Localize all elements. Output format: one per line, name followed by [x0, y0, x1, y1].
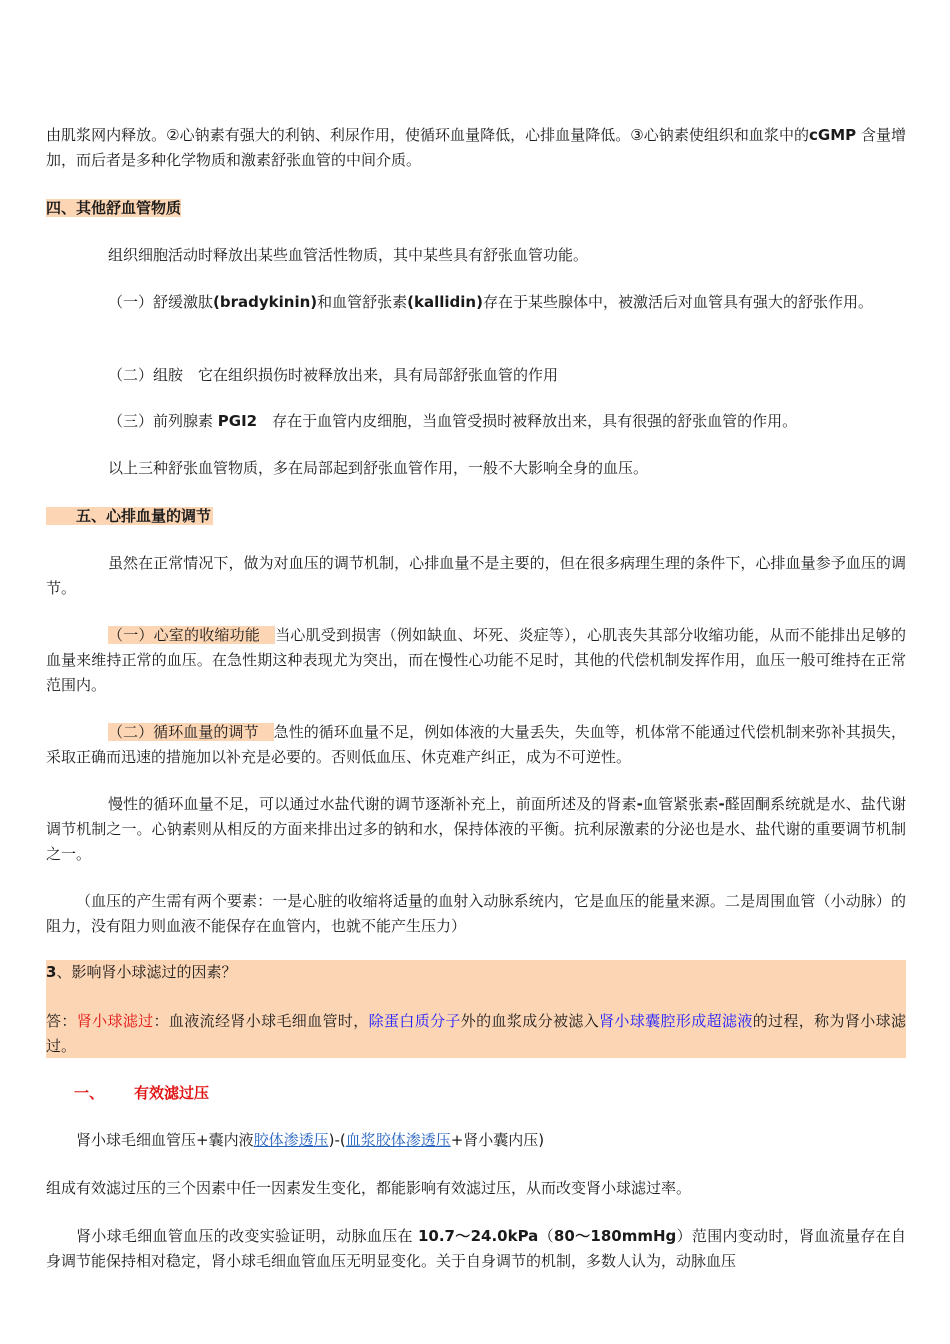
paragraph-vasoactive: 组织细胞活动时释放出某些血管活性物质，其中某些具有舒张血管功能。	[108, 246, 589, 264]
formula-line: 肾小球毛细血管压+囊内液胶体渗透压)-(血浆胶体渗透压+肾小囊内压)	[76, 1131, 545, 1149]
paragraph-blood-volume: （二）循环血量的调节 急性的循环血量不足，例如体液的大量丢失，失血等，机体常不能通过代偿机制来弥补其损失，采取正确而迅速的措施加以补充是必要的。否则低血压、休克难产纠正，成为不可逆性。	[46, 723, 906, 766]
colloid-osmotic-link[interactable]: 胶体渗透压	[253, 1131, 329, 1149]
paragraph-histamine: （二）组胺 它在组织损伤时被释放出来，具有局部舒张血管的作用	[108, 366, 559, 384]
paragraph-filtration-factors: 组成有效滤过压的三个因素中任一因素发生变化，都能影响有效滤过压，从而改变肾小球滤过率。	[46, 1179, 692, 1197]
paragraph-chronic-volume: 慢性的循环血量不足，可以通过水盐代谢的调节逐渐补充上，前面所述及的肾素-血管紧张素-醛固酮系统就是水、盐代谢调节机制之一。心钠素则从相反的方面来排出过多的钠和水，保持体液的平衡。抗利尿激素的分泌也是水、盐代谢的重要调节机制之一。	[46, 795, 906, 863]
paragraph-ventricular-function: （一）心室的收缩功能 当心肌受到损害（例如缺血、坏死、炎症等），心肌丧失其部分收缩功能，从而不能排出足够的血量来维持正常的血压。在急性期这种表现尤为突出，而在慢性心功能不足时，其他的代偿机制发挥作用，血压一般可维持在正常范围内。	[46, 626, 906, 694]
paragraph-cardiac-output: 虽然在正常情况下，做为对血压的调节机制，心排血量不是主要的，但在很多病理生理的条件下，心排血量参予血压的调节。	[46, 554, 906, 597]
question-box	[46, 960, 906, 1058]
paragraph-summary: 以上三种舒张血管物质，多在局部起到舒张血管作用，一般不大影响全身的血压。	[108, 459, 649, 477]
paragraph-bp-factors: （血压的产生需有两个要素：一是心脏的收缩将适量的血射入动脉系统内，它是血压的能量来源。二是周围血管（小动脉）的阻力，没有阻力则血液不能保存在血管内，也就不能产生压力）	[46, 892, 906, 935]
question-answer: 答：肾小球滤过：血液流经肾小球毛细血管时，除蛋白质分子外的血浆成分被滤入肾小球囊腔形成超滤液的过程，称为肾小球滤过。	[46, 1012, 906, 1055]
heading-effective-filtration: 一、 有效滤过压	[74, 1084, 210, 1102]
paragraph-prostaglandin: （三）前列腺素 PGI2 存在于血管内皮细胞，当血管受损时被释放出来，具有很强的舒张血管的作用。	[108, 412, 798, 430]
plasma-colloid-link[interactable]: 血浆胶体渗透压	[345, 1131, 451, 1149]
question-title: 3、影响肾小球滤过的因素？	[46, 963, 237, 981]
paragraph-bradykinin: （一）舒缓激肽(bradykinin)和血管舒张素(kallidin)存在于某些腺体中，被激活后对血管具有强大的舒张作用。	[108, 293, 873, 311]
paragraph-capillary-pressure: 肾小球毛细血管血压的改变实验证明，动脉血压在 10.7～24.0kPa（80～180mmHg）范围内变动时，肾血流量存在自身调节能保持相对稳定，肾小球毛细血管血压无明显变化。关于自身调节的机制，多数人认为，动脉血压	[46, 1227, 906, 1270]
heading-section-4: 四、其他舒血管物质	[46, 199, 182, 217]
paragraph-cgmp: 由肌浆网内释放。②心钠素有强大的利钠、利尿作用，使循环血量降低，心排血量降低。③心钠素使组织和血浆中的cGMP 含量增加，而后者是多种化学物质和激素舒张血管的中间介质。	[46, 126, 906, 169]
heading-section-5: 五、心排血量的调节	[46, 507, 212, 525]
